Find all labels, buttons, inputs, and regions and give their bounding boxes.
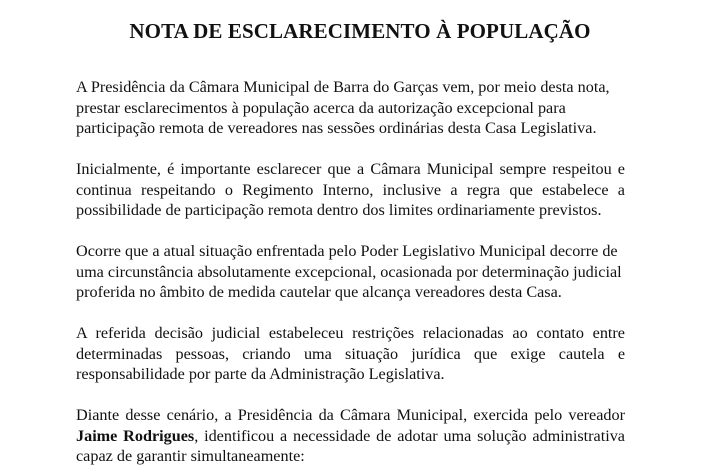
paragraph-3: Ocorre que a atual situação enfrentada pelo Poder Legislativo Municipal decorre de uma circunstância absolutamente excepcional, ocasionada por determinação judicial proferida no âmbito de medida cautelar que alcança vereadores desta Casa.	[76, 242, 622, 302]
councilman-name: Jaime Rodrigues	[76, 426, 195, 445]
paragraph-5	[76, 405, 625, 467]
paragraph-4: A referida decisão judicial estabeleceu restrições relacionadas ao contato entre determinadas pessoas, criando uma situação jurídica que exige cautela e responsabilidade por parte da Administração Legislativa.	[76, 324, 625, 384]
paragraph-1: A Presidência da Câmara Municipal de Barra do Garças vem, por meio desta nota, prestar esclarecimentos à população acerca da autorização excepcional para participação remota de vereadores nas sessões ordinárias desta Casa Legislativa.	[76, 78, 610, 138]
paragraph-5-text-end: , identificou a necessidade de adotar uma solução administrativa capaz de garantir simultaneamente:	[76, 426, 625, 466]
document-title: NOTA DE ESCLARECIMENTO À POPULAÇÃO	[129, 19, 591, 43]
paragraph-5-text-start: Diante desse cenário, a Presidência da Câmara Municipal, exercida pelo vereador	[76, 406, 625, 424]
paragraph-2: Inicialmente, é importante esclarecer que a Câmara Municipal sempre respeitou e continua respeitando o Regimento Interno, inclusive a regra que estabelece a possibilidade de participação remota dentro dos limites ordinariamente previstos.	[76, 160, 625, 220]
